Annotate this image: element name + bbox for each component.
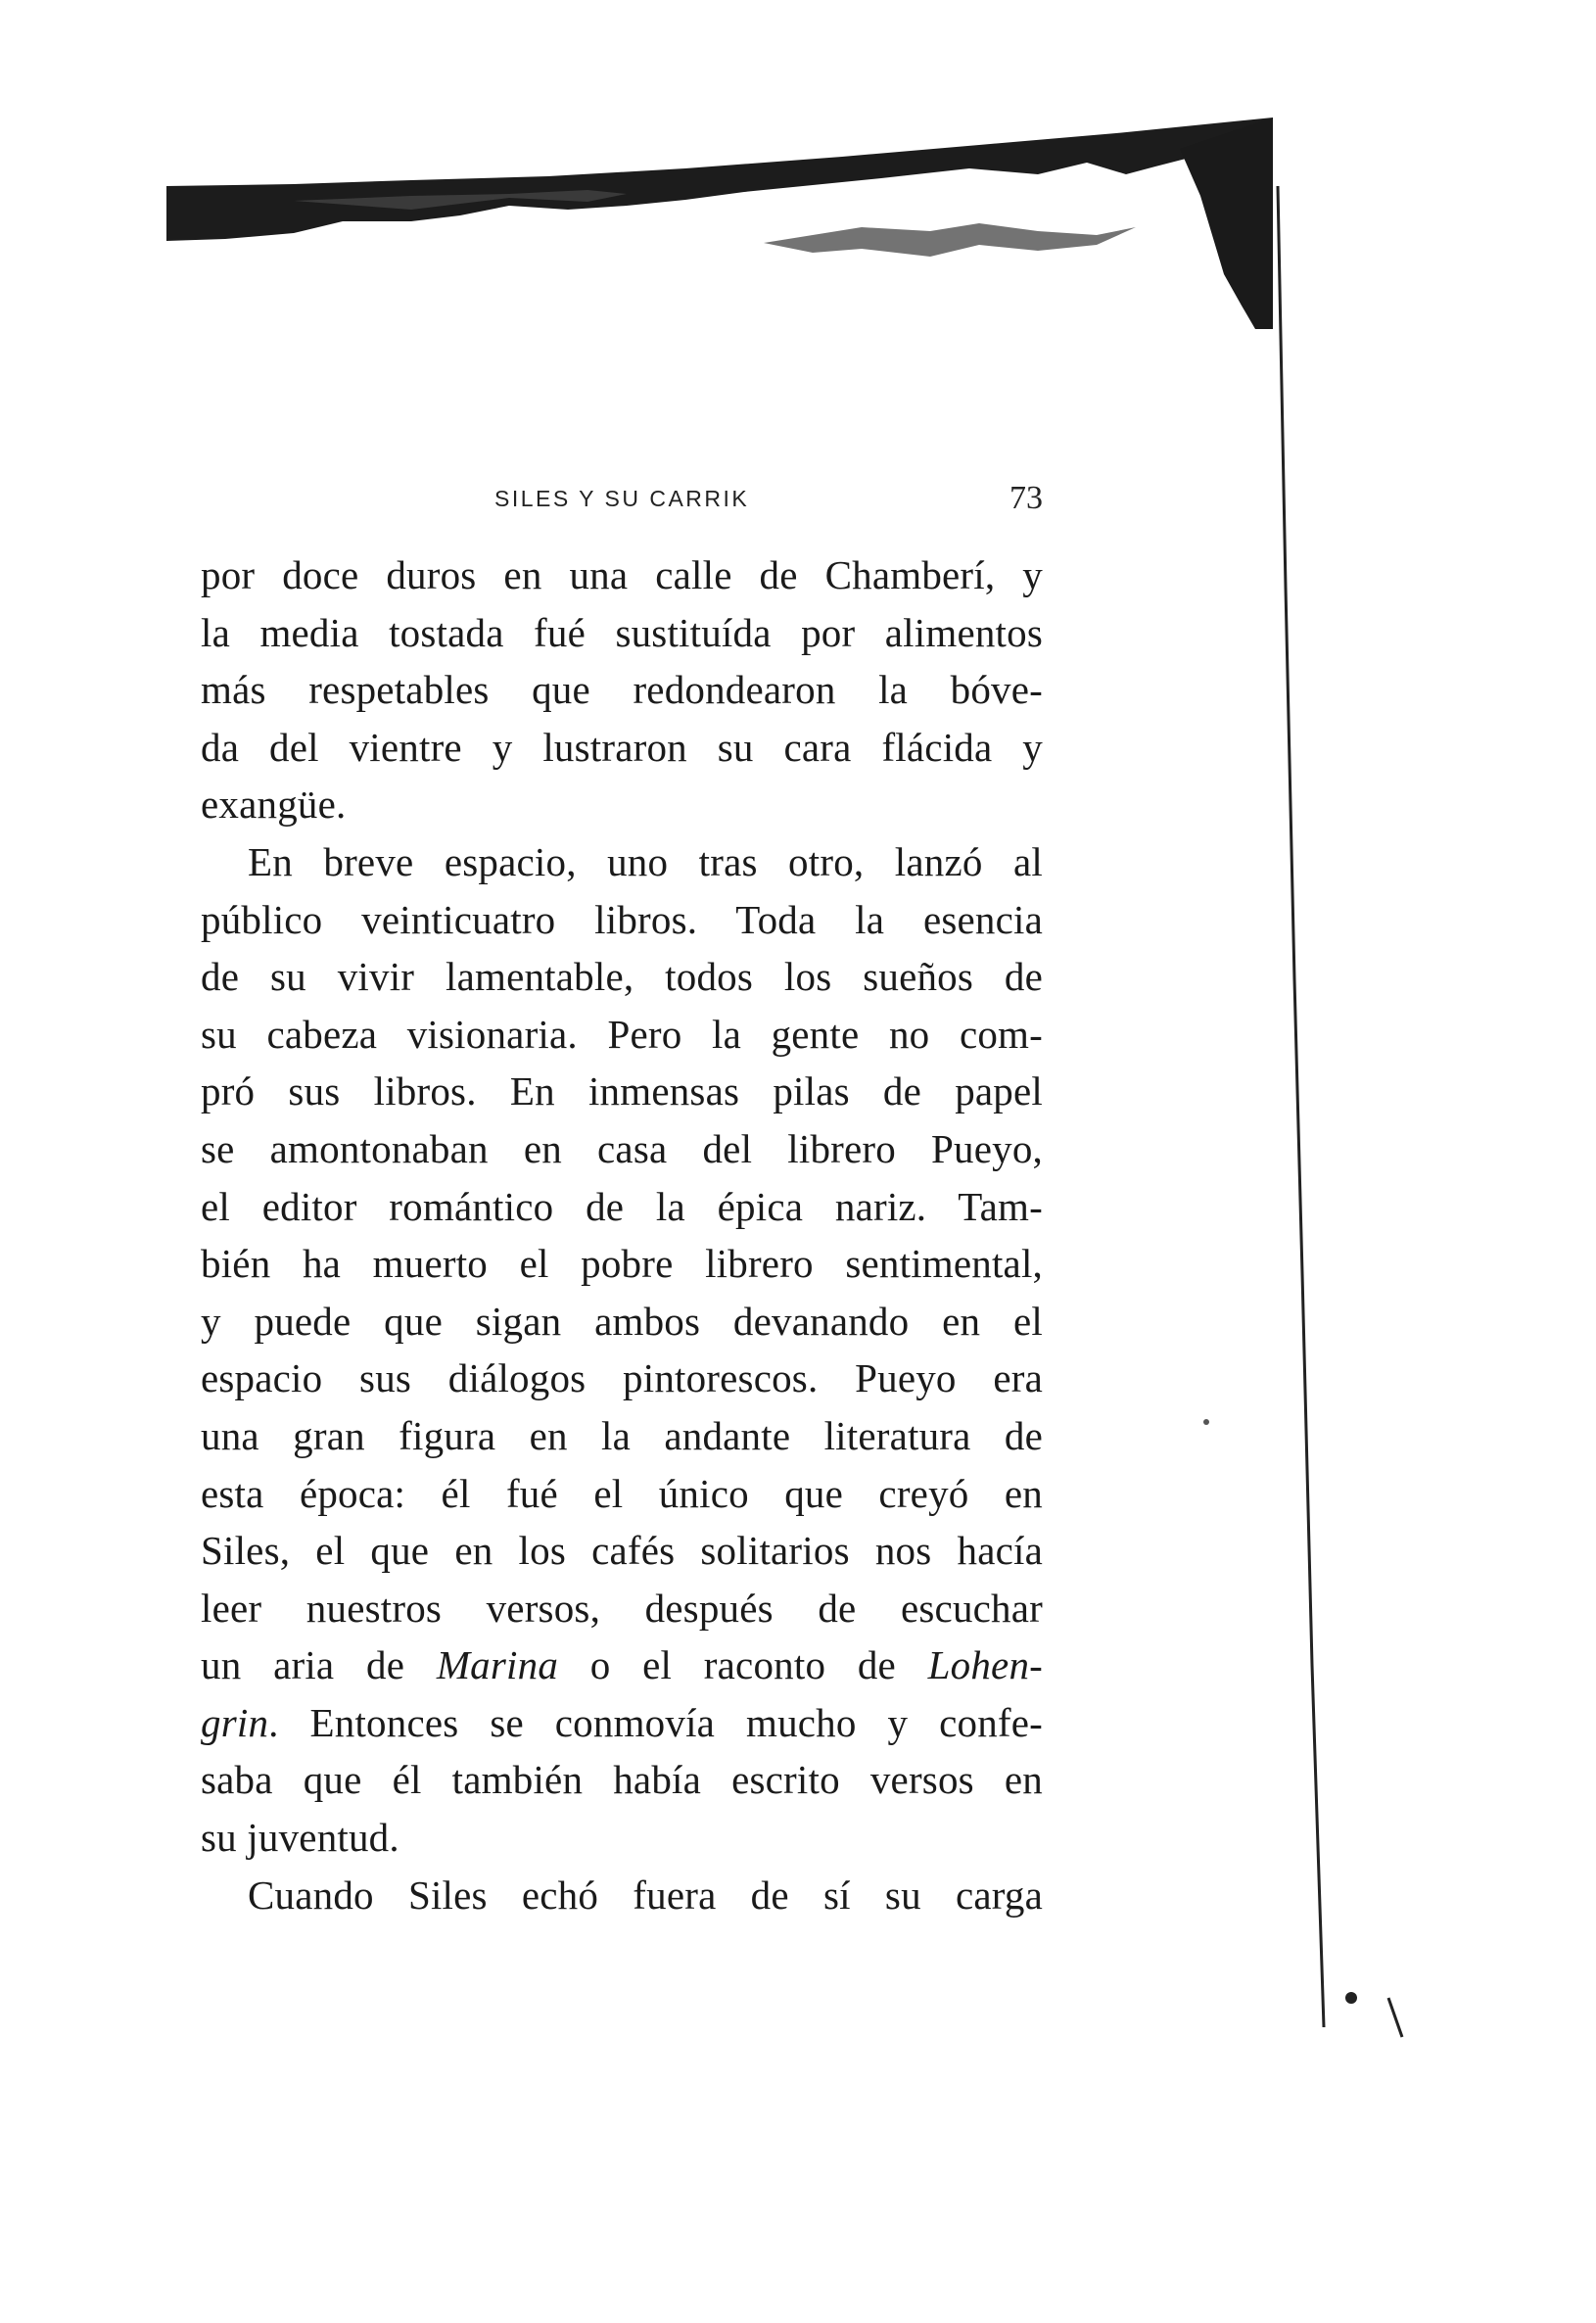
text-line: saba que él también había escrito versos en [201,1757,1043,1803]
text-segment: . Entonces se conmovía mucho y confe- [268,1699,1043,1745]
text-line: una gran figura en la andante literatura de [201,1412,1043,1458]
text-line: el editor romántico de la épica nariz. Tam- [201,1183,1043,1229]
text-line: da del vientre y lustraron su cara flácida y [201,724,1043,770]
text-line: leer nuestros versos, después de escuchar [201,1585,1043,1631]
text-line: se amontonaban en casa del librero Pueyo, [201,1125,1043,1171]
scan-top-shadow [0,0,1596,392]
top-dark-band [166,118,1273,241]
italic-title-lohengrin-part1: Lohen- [927,1642,1043,1688]
text-line: más respetables que redondearon la bóve- [201,667,1043,713]
page-edge-line [1278,186,1324,2027]
text-line: esta época: él fué el único que creyó en [201,1470,1043,1516]
text-line: su cabeza visionaria. Pero la gente no com- [201,1011,1043,1057]
running-title: SILES Y SU CARRIK [494,486,750,511]
text-line: Cuando Siles echó fuera de sí su carga [248,1872,1043,1918]
italic-title-lohengrin-part2: grin [201,1699,269,1745]
text-line: exangüe. [201,782,347,828]
text-segment: o el raconto de [558,1642,928,1688]
text-line: por doce duros en una calle de Chamberí, y [201,552,1043,597]
speck [1203,1419,1209,1425]
page-header [494,480,1043,529]
page-edge-line-2 [1388,1998,1402,2037]
text-line: Siles, el que en los cafés solitarios nos hacía [201,1528,1043,1574]
right-corner-shadow [1180,118,1273,329]
speck [1345,1992,1357,2004]
text-line: su juventud. [201,1815,399,1861]
text-line: de su vivir lamentable, todos los sueños de [201,954,1043,1000]
text-line: público veinticuatro libros. Toda la esencia [201,896,1043,942]
text-line: pró sus libros. En inmensas pilas de papel [201,1068,1043,1114]
body-text [201,546,1043,1923]
text-line: la media tostada fué sustituída por alimentos [201,609,1043,655]
text-line: En breve espacio, uno tras otro, lanzó al [248,838,1043,884]
text-line [201,1694,1043,1752]
streak [764,223,1136,257]
page-number: 73 [1009,480,1043,516]
italic-title-marina: Marina [436,1642,559,1688]
text-line: bién ha muerto el pobre librero sentimental, [201,1241,1043,1287]
text-line: y puede que sigan ambos devanando en el [201,1298,1043,1344]
text-line [201,1636,1043,1694]
text-line: espacio sus diálogos pintorescos. Pueyo era [201,1355,1043,1401]
text-segment: un aria de [201,1642,437,1688]
